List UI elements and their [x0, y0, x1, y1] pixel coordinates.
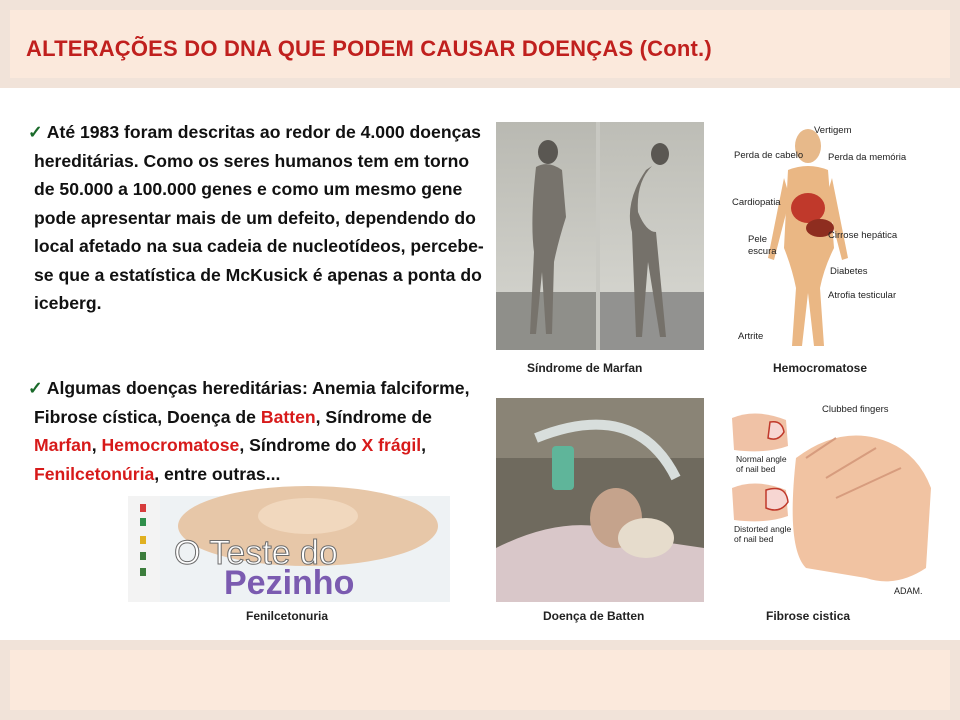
caption-hemocromatose: Hemocromatose [773, 361, 868, 375]
teste-do-pezinho-banner [128, 496, 450, 602]
hemo-label: Diabetes [830, 266, 868, 277]
footer-band [0, 640, 960, 720]
highlight-hemocromatose: Hemocromatose [101, 435, 240, 455]
hemo-label: escura [748, 246, 777, 257]
adam-logo: ADAM. [894, 586, 923, 596]
fibrose-illustration [726, 398, 936, 602]
fibrose-label: Clubbed fingers [822, 404, 889, 415]
fibrose-label: Normal angle [736, 454, 787, 464]
fibrose-label: Distorted angle [734, 524, 792, 534]
hemo-label: Cirrose hepática [828, 230, 898, 241]
paragraph-diseases [28, 374, 494, 488]
fibrose-label: of nail bed [734, 534, 774, 544]
hemo-label: Perda da memória [828, 152, 907, 163]
text-segment: , [421, 435, 427, 455]
text-segment: Algumas doenças hereditárias: Anemia falciforme, Fibrose cística, Doença de [34, 378, 470, 427]
hemo-label: Atrofia testicular [828, 290, 897, 301]
marfan-photo [496, 122, 704, 350]
checkmark-icon: ✓ [28, 378, 43, 398]
hemo-label: Vertigem [814, 125, 852, 136]
slide-title: ALTERAÇÕES DO DNA QUE PODEM CAUSAR DOENÇAS (Cont.) [26, 36, 712, 61]
highlight-batten: Batten [260, 406, 316, 427]
text-segment: , Síndrome do [239, 435, 362, 455]
text-segment: , entre outras... [154, 463, 281, 484]
checkmark-icon: ✓ [28, 122, 43, 142]
pezinho-line2: Pezinho [224, 564, 355, 602]
highlight-fenilcetonuria: Fenilcetonúria [34, 463, 155, 484]
caption-fibrose: Fibrose cistica [766, 609, 851, 623]
highlight-marfan: Marfan [34, 435, 92, 455]
caption-marfan: Síndrome de Marfan [527, 361, 643, 375]
highlight-x-fragil: X frágil [361, 435, 422, 455]
paragraph-text: Até 1983 foram descritas ao redor de 4.000 doenças hereditárias. Como os seres humanos tem em torno de 50.000 a 100.000 genes e como um mesmo gene pode apresentar mais de um defeito, dependendo do local afetado na sua cadeia de nucleotídeos, percebe-se que a estatística de McKusick é apenas a ponta do iceberg. [34, 122, 484, 313]
text-segment: , [91, 435, 102, 455]
caption-fenilcetonuria: Fenilcetonuria [246, 609, 329, 623]
caption-batten: Doença de Batten [543, 609, 645, 623]
batten-photo [496, 398, 704, 602]
hemo-label: Perda de cabelo [734, 150, 804, 161]
hemo-label: Cardiopatia [732, 197, 781, 208]
hemo-label: Artrite [738, 331, 764, 342]
fibrose-label: of nail bed [736, 464, 776, 474]
hemo-label: Pele [748, 234, 768, 245]
paragraph-mckusick [28, 118, 494, 318]
text-segment: , Síndrome de [315, 406, 432, 427]
hemocromatose-illustration [728, 118, 907, 350]
pezinho-line1: O Teste do [174, 534, 338, 572]
